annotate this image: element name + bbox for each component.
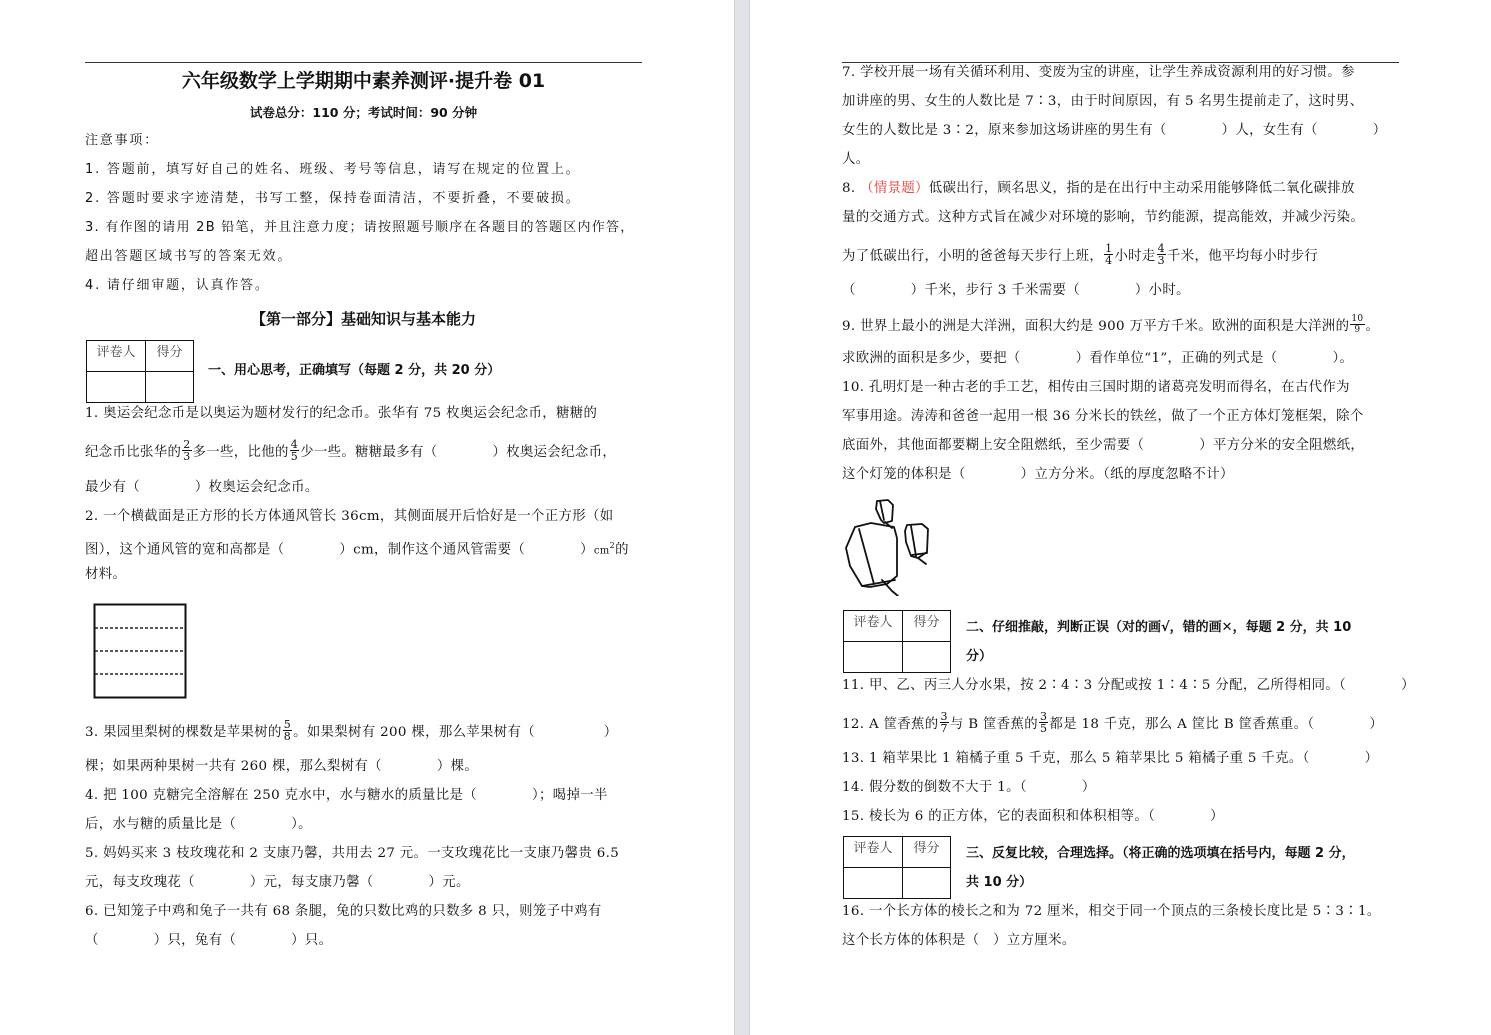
question-text: 图），这个通风管的宽和高都是（ ）cm，制作这个通风管需要（ ）$cm^2$的 <box>85 541 629 558</box>
note-item: 2. 答题时要求字迹清楚，书写工整，保持卷面清洁，不要折叠，不要破损。 <box>85 191 581 206</box>
question-text: 2. 一个横截面是正方形的长方体通风管长 36cm，其侧面展开后恰好是一个正方形（如 <box>85 509 614 524</box>
kongming-lantern-figure <box>840 496 940 596</box>
fraction: $\frac{5}{8}$ <box>283 718 292 743</box>
notes-heading: 注意事项： <box>85 133 160 148</box>
grader-header: 评卷人 <box>87 341 146 372</box>
fraction: $\frac{2}{3}$ <box>183 438 191 463</box>
grader-table <box>843 610 951 673</box>
score-cell[interactable] <box>903 868 951 899</box>
score-header: 得分 <box>903 837 951 868</box>
score-cell[interactable] <box>903 642 951 673</box>
question-text: 5. 妈妈买来 3 枝玫瑰花和 2 支康乃馨，共用去 27 元。一支玫瑰花比一支康乃馨贵 6.5 <box>85 846 620 861</box>
exam-title: 六年级数学上学期期中素养测评·提升卷 01 <box>181 70 546 92</box>
question-text: （ ）千米，步行 3 千米需要（ ）小时。 <box>842 283 1190 298</box>
note-item: 3. 有作图的请用 2B 铅笔，并且注意力度；请按照题号顺序在各题目的答题区内作答， <box>85 220 635 235</box>
question-text: 9. 世界上最小的洲是大洋洲，面积大约是 900 万平方千米。欧洲的面积是大洋洲的 $\frac{10}{9}$ 。 <box>842 314 1380 335</box>
question-12: 12. A 筐香蕉的 $\frac{3}{7}$ 与 B 筐香蕉的 $\frac{3}{5}$ 都是 18 千克，那么 A 筐比 B 筐香蕉重。（ ） <box>842 710 1384 735</box>
fraction: $\frac{10}{9}$ <box>1351 314 1364 335</box>
header-rule <box>842 62 1399 63</box>
question-text: 4. 把 100 克糖完全溶解在 250 克水中，水与糖水的质量比是（ ）；喝掉一半 <box>85 788 608 803</box>
note-item: 1. 答题前，填写好自己的姓名、班级、考号等信息，请写在规定的位置上。 <box>85 162 581 177</box>
question-11: 11. 甲、乙、丙三人分水果，按 2∶4∶3 分配或按 1∶4∶5 分配，乙所得相同。（ ） <box>842 678 1415 693</box>
question-text: 10. 孔明灯是一种古老的手工艺，相传由三国时期的诸葛亮发明而得名，在古代作为 <box>842 380 1350 395</box>
question-text: 女生的人数比是 3∶2，原来参加这场讲座的男生有（ ）人，女生有（ ） <box>842 123 1387 138</box>
question-text: 人。 <box>842 152 870 167</box>
document-page-left <box>0 0 734 1035</box>
grader-header: 评卷人 <box>844 611 903 642</box>
question-text: 1. 奥运会纪念币是以奥运为题材发行的纪念币。张华有 75 枚奥运会纪念币，糖糖的 <box>85 406 598 421</box>
score-header: 得分 <box>903 611 951 642</box>
section-1-heading: 一、用心思考，正确填写（每题 2 分，共 20 分） <box>208 363 501 378</box>
page-gutter <box>734 0 750 1035</box>
question-text: 量的交通方式。这种方式旨在减少对环境的影响，节约能源，提高能效，并减少污染。 <box>842 210 1365 225</box>
question-14: 14. 假分数的倒数不大于 1。（ ） <box>842 780 1096 795</box>
question-text: 这个长方体的体积是（ ）立方厘米。 <box>842 933 1076 948</box>
question-text: 求欧洲的面积是多少，要把（ ）看作单位“1”，正确的列式是（ ）。 <box>842 351 1354 366</box>
question-text: 这个灯笼的体积是（ ）立方分米。（纸的厚度忽略不计） <box>842 467 1234 482</box>
section-3-heading: 三、反复比较，合理选择。（将正确的选项填在括号内，每题 2 分， <box>966 846 1355 861</box>
question-text: 最少有（ ）枚奥运会纪念币。 <box>85 480 319 495</box>
exam-subtitle: 试卷总分：110 分；考试时间：90 分钟 <box>249 105 478 120</box>
section-2-heading-cont: 分） <box>966 649 993 664</box>
question-text: 底面外，其他面都要糊上安全阻燃纸，至少需要（ ）平方分米的安全阻燃纸， <box>842 438 1365 453</box>
question-text: 16. 一个长方体的棱长之和为 72 厘米，相交于同一个顶点的三条棱长度比是 5∶3∶1。 <box>842 904 1381 919</box>
note-item: 4. 请仔细审题，认真作答。 <box>85 278 270 293</box>
grader-table <box>843 836 951 899</box>
question-text: 元，每支玫瑰花（ ）元，每支康乃馨（ ）元。 <box>85 875 470 890</box>
question-text: 棵；如果两种果树一共有 260 棵，那么梨树有（ ）棵。 <box>85 759 479 774</box>
fraction: $\frac{4}{5}$ <box>290 438 299 463</box>
question-text: 纪念币比张华的 $\frac{2}{3}$ 多一些，比他的 $\frac{4}{5}$ 少一些。糖糖最多有（ ）枚奥运会纪念币， <box>85 438 617 463</box>
question-text: （ ）只，兔有（ ）只。 <box>85 933 333 948</box>
question-text: 8. （情景题）低碳出行，顾名思义，指的是在出行中主动采用能够降低二氧化碳排放 <box>842 181 1355 196</box>
question-15: 15. 棱长为 6 的正方体，它的表面积和体积相等。（ ） <box>842 809 1224 824</box>
document-page-right <box>751 0 1491 1035</box>
question-text: 加讲座的男、女生的人数比是 7∶3，由于时间原因，有 5 名男生提前走了，这时男、 <box>842 94 1364 109</box>
question-text: 材料。 <box>85 567 127 582</box>
fraction: $\frac{3}{7}$ <box>940 710 948 735</box>
question-text: 6. 已知笼子中鸡和兔子一共有 68 条腿，兔的只数比鸡的只数多 8 只，则笼子中鸡有 <box>85 904 602 919</box>
grader-cell[interactable] <box>844 642 903 673</box>
grader-table <box>86 340 194 403</box>
part-title: 【第一部分】基础知识与基本能力 <box>250 310 476 328</box>
score-cell[interactable] <box>146 372 194 403</box>
question-text: 3. 果园里梨树的棵数是苹果树的 $\frac{5}{8}$ 。如果梨树有 200 棵，那么苹果树有（ ） <box>85 718 618 743</box>
question-text: 7. 学校开展一场有关循环利用、变废为宝的讲座，让学生养成资源利用的好习惯。参 <box>842 65 1355 80</box>
fraction: $\frac{1}{4}$ <box>1105 242 1113 267</box>
fraction: $\frac{3}{5}$ <box>1040 710 1048 735</box>
grader-cell[interactable] <box>844 868 903 899</box>
question-text: 后，水与糖的质量比是（ ）。 <box>85 817 312 832</box>
grader-cell[interactable] <box>87 372 146 403</box>
header-rule <box>85 62 642 63</box>
note-item: 超出答题区域书写的答案无效。 <box>85 249 293 264</box>
fraction: $\frac{4}{3}$ <box>1157 242 1166 267</box>
section-3-heading-cont: 共 10 分） <box>966 875 1033 890</box>
question-text: 为了低碳出行，小明的爸爸每天步行上班， $\frac{1}{4}$ 小时走 $\frac{4}{3}$ 千米，他平均每小时步行 <box>842 242 1319 267</box>
scenario-tag: （情景题） <box>860 181 929 196</box>
score-header: 得分 <box>146 341 194 372</box>
question-text: 军事用途。涛涛和爸爸一起用一根 36 分米长的铁丝，做了一个正方体灯笼框架，除个 <box>842 409 1364 424</box>
section-2-heading: 二、仔细推敲，判断正误（对的画√，错的画✕，每题 2 分，共 10 <box>966 620 1352 635</box>
duct-unfolded-figure <box>93 603 189 701</box>
question-13: 13. 1 箱苹果比 1 箱橘子重 5 千克，那么 5 箱苹果比 5 箱橘子重 5 千克。（ ） <box>842 751 1379 766</box>
grader-header: 评卷人 <box>844 837 903 868</box>
